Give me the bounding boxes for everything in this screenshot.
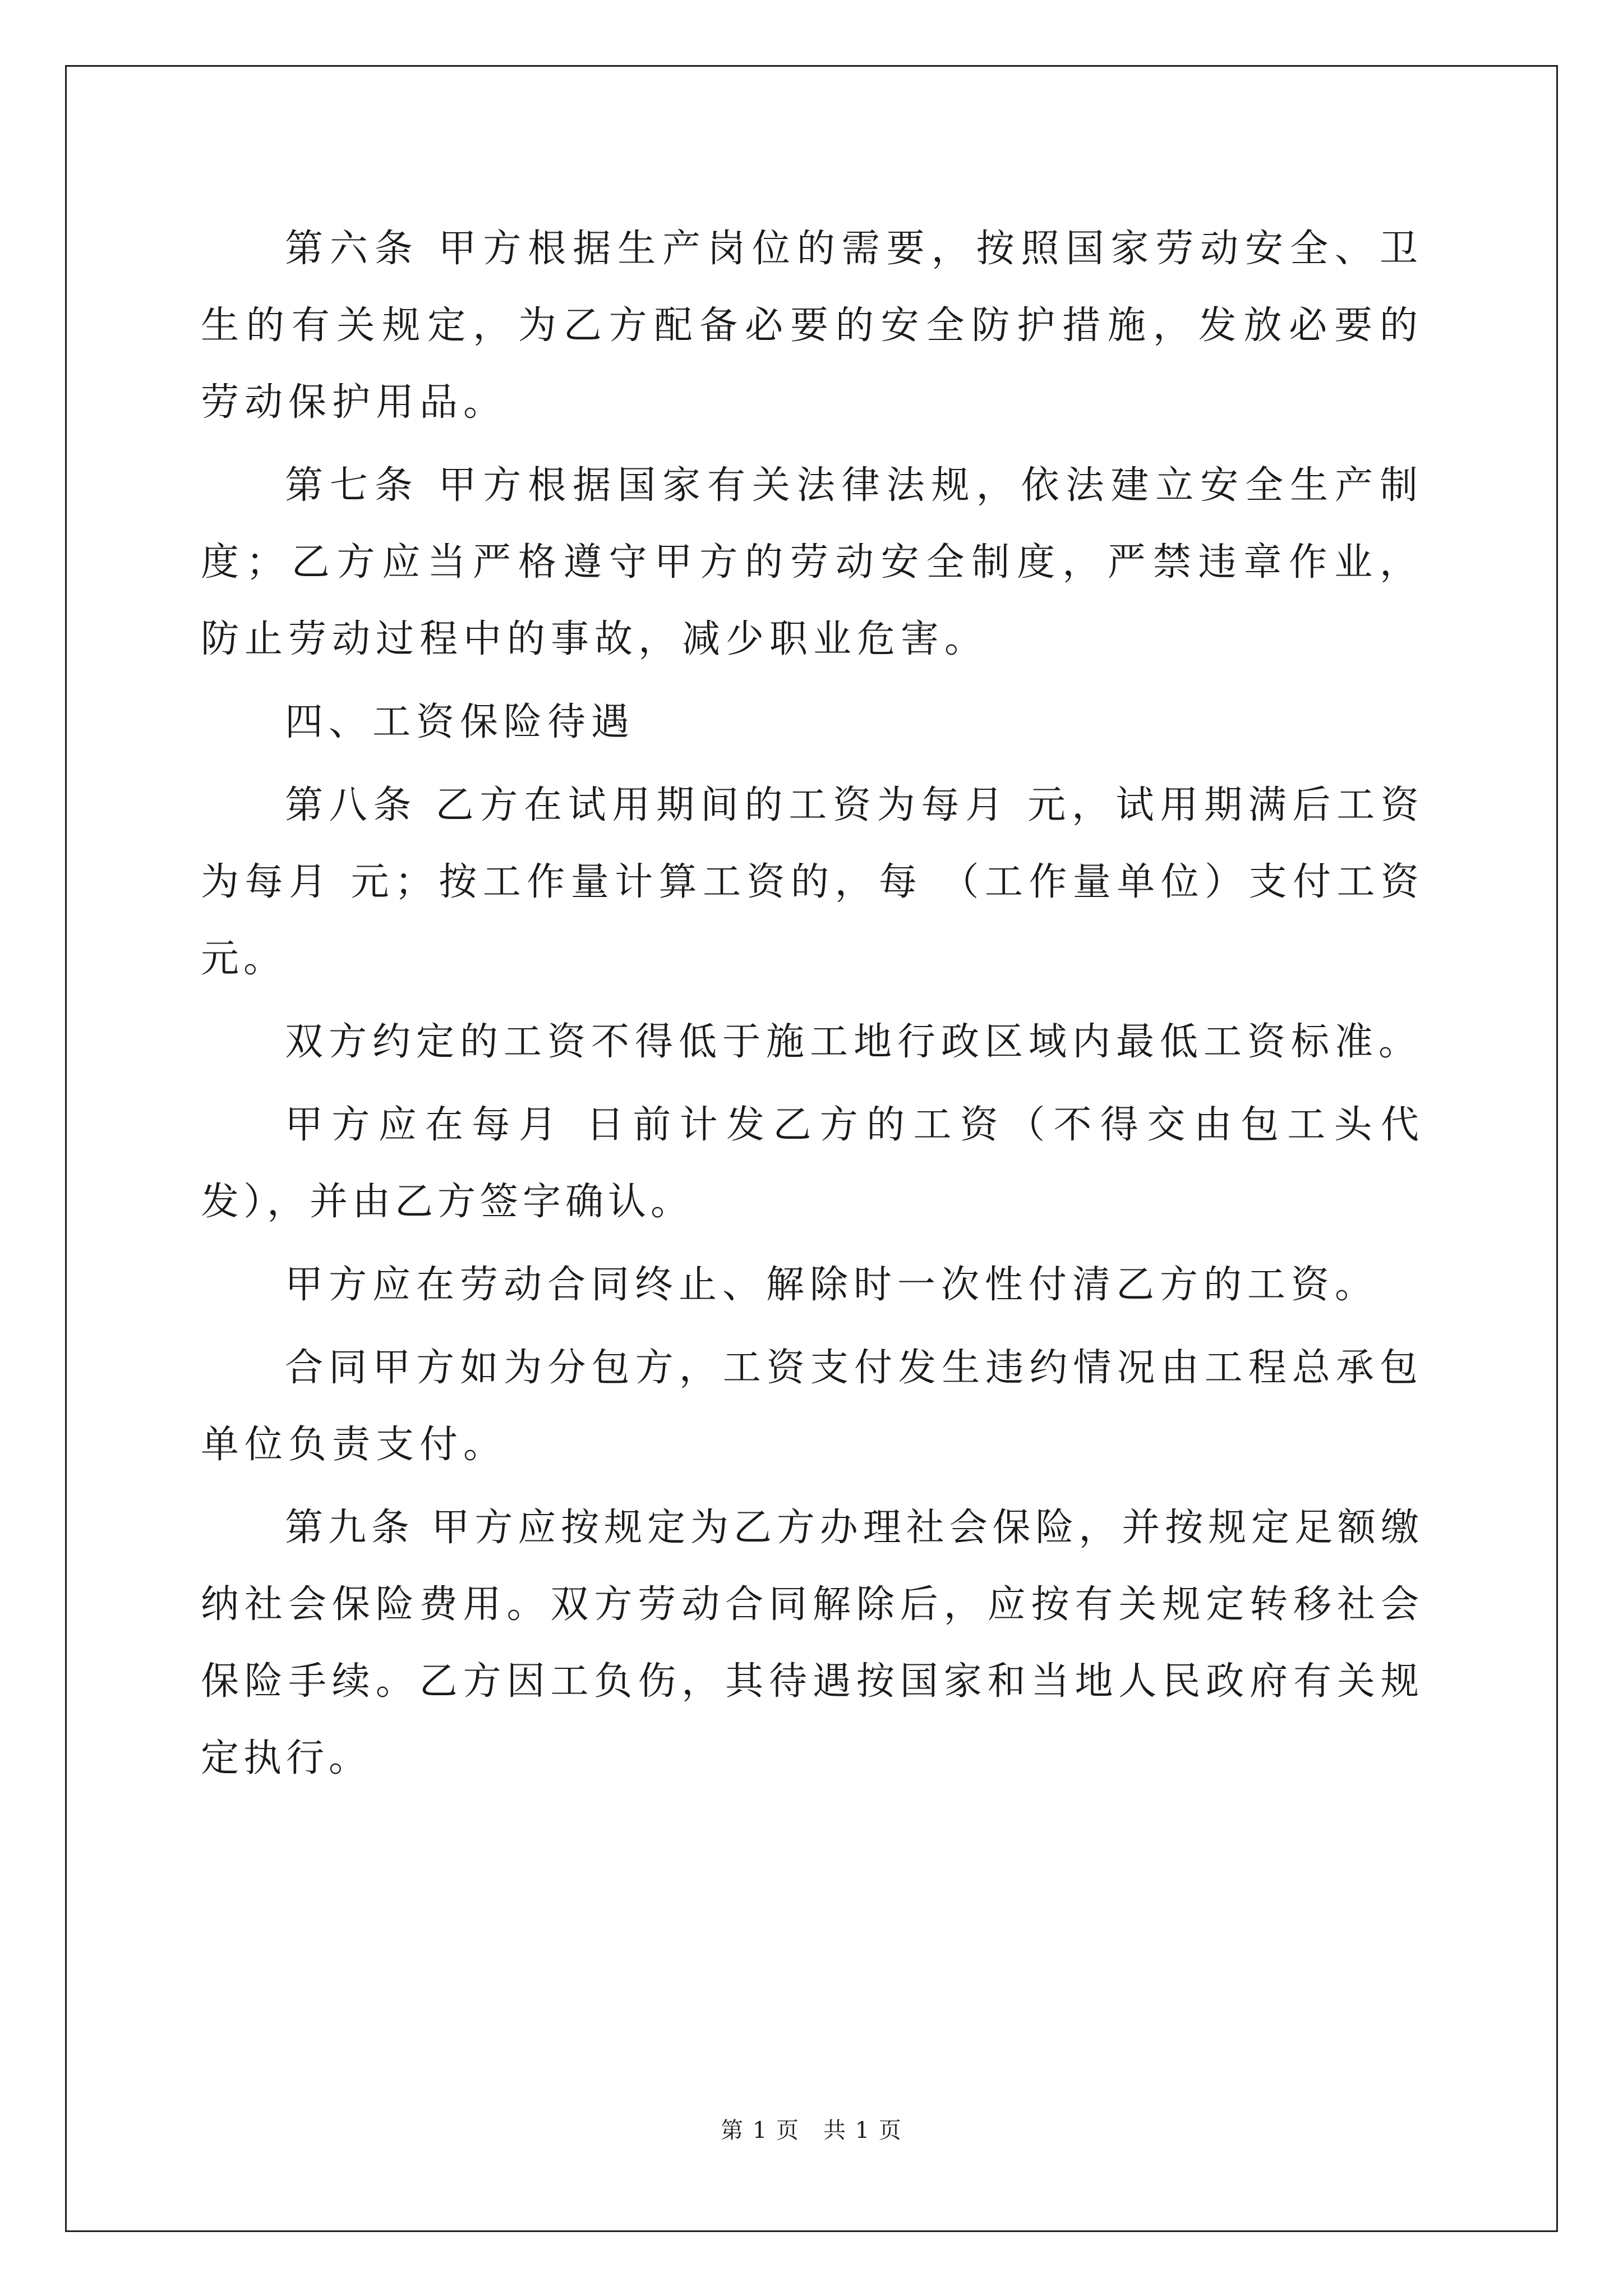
paragraph-final-settlement: 甲方应在劳动合同终止、解除时一次性付清乙方的工资。 bbox=[285, 1263, 1379, 1307]
paragraph-article-8: 第八条 乙方在试用期间的工资为每月 元，试用期满后工资为每月 元；按工作量计算工资的，每 （工作量单位）支付工资 元。 bbox=[201, 783, 1423, 981]
paragraph-pay-date: 甲方应在每月 日前计发乙方的工资（不得交由包工头代发），并由乙方签字确认。 bbox=[201, 1103, 1423, 1224]
paragraph-article-9: 第九条 甲方应按规定为乙方办理社会保险，并按规定足额缴纳社会保险费用。双方劳动合同解除后，应按有关规定转移社会保险手续。乙方因工负伤，其待遇按国家和当地人民政府有关规定执行。 bbox=[201, 1506, 1423, 1780]
paragraph-article-7: 第七条 甲方根据国家有关法律法规，依法建立安全生产制度；乙方应当严格遵守甲方的劳动安全制度，严禁违章作业，防止劳动过程中的事故，减少职业危害。 bbox=[201, 463, 1423, 661]
page-number-footer: 第 1 页 共 1 页 bbox=[721, 2118, 902, 2143]
document-body bbox=[201, 210, 1423, 1803]
section-heading-wages-insurance: 四、工资保险待遇 bbox=[285, 700, 635, 744]
paragraph-subcontractor: 合同甲方如为分包方，工资支付发生违约情况由工程总承包单位负责支付。 bbox=[201, 1346, 1423, 1467]
paragraph-minimum-wage: 双方约定的工资不得低于施工地行政区域内最低工资标准。 bbox=[285, 1020, 1423, 1064]
paragraph-article-6: 第六条 甲方根据生产岗位的需要，按照国家劳动安全、卫生的有关规定，为乙方配备必要的安全防护措施，发放必要的劳动保护用品。 bbox=[201, 227, 1423, 425]
